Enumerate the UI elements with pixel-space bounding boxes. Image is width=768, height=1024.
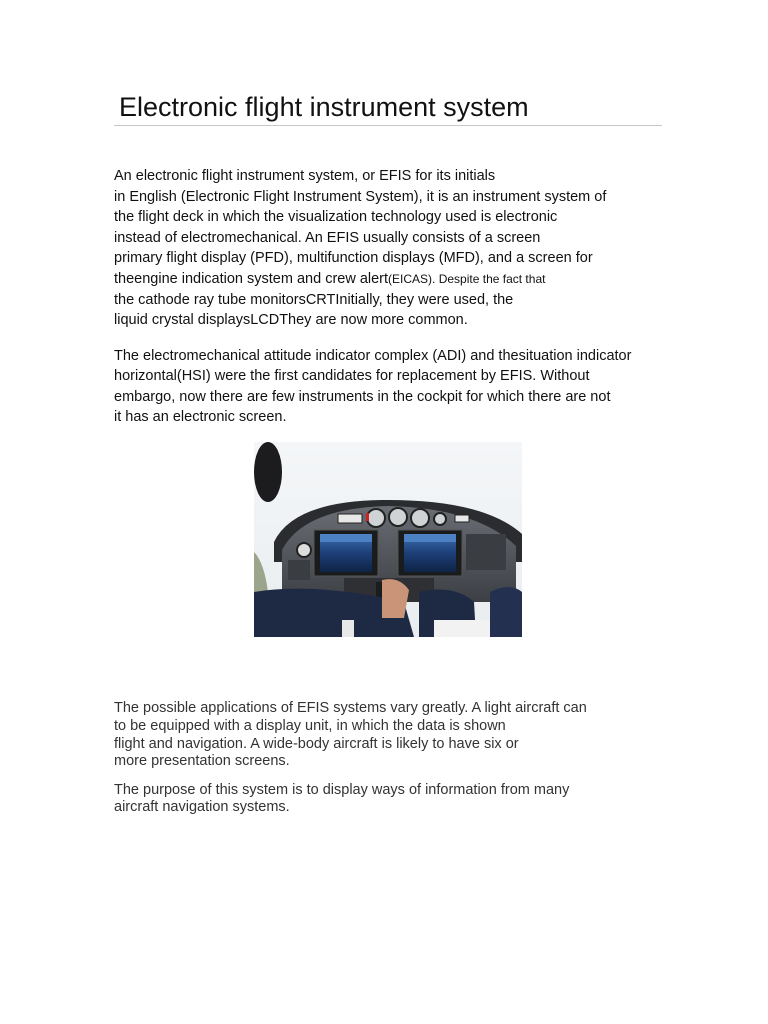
- paragraph-line: liquid crystal displaysLCDThey are now more common.: [114, 312, 468, 329]
- paragraph-line: primary flight display (PFD), multifunction displays (MFD), and a screen for: [114, 250, 593, 267]
- paragraph-line: to be equipped with a display unit, in which the data is shown: [114, 717, 506, 734]
- intro-paragraph: [114, 166, 606, 331]
- paragraph-line: the flight deck in which the visualization technology used is electronic: [114, 209, 558, 226]
- paragraph-line: it has an electronic screen.: [114, 408, 287, 425]
- replacement-paragraph: [114, 346, 631, 427]
- title-underline: [114, 125, 662, 126]
- paragraph-line: in English (Electronic Flight Instrument System), it is an instrument system of: [114, 188, 607, 205]
- page-title: Electronic flight instrument system: [119, 92, 529, 122]
- paragraph-line: [114, 269, 606, 290]
- purpose-paragraph: [114, 782, 569, 816]
- paragraph-line: The electromechanical attitude indicator complex (ADI) and thesituation indicator: [114, 348, 632, 364]
- paragraph-line: aircraft navigation systems.: [114, 799, 290, 815]
- applications-paragraph: [114, 700, 587, 771]
- paragraph-line: embargo, now there are few instruments in the cockpit for which there are not: [114, 388, 611, 405]
- paragraph-small-text: (EICAS). Despite the fact that: [388, 271, 546, 286]
- paragraph-line: more presentation screens.: [114, 753, 290, 770]
- cockpit-photo: [254, 442, 522, 637]
- paragraph-line: flight and navigation. A wide-body aircraft is likely to have six or: [114, 735, 519, 752]
- paragraph-line: An electronic flight instrument system, or EFIS for its initials: [114, 168, 496, 184]
- paragraph-text: theengine indication system and crew alert: [114, 270, 389, 287]
- paragraph-line: horizontal(HSI) were the first candidates for replacement by EFIS. Without: [114, 368, 590, 385]
- paragraph-line: The purpose of this system is to display ways of information from many: [114, 782, 570, 798]
- paragraph-line: instead of electromechanical. An EFIS usually consists of a screen: [114, 229, 541, 246]
- paragraph-line: the cathode ray tube monitorsCRTInitially, they were used, the: [114, 291, 514, 308]
- paragraph-line: The possible applications of EFIS systems vary greatly. A light aircraft can: [114, 700, 587, 716]
